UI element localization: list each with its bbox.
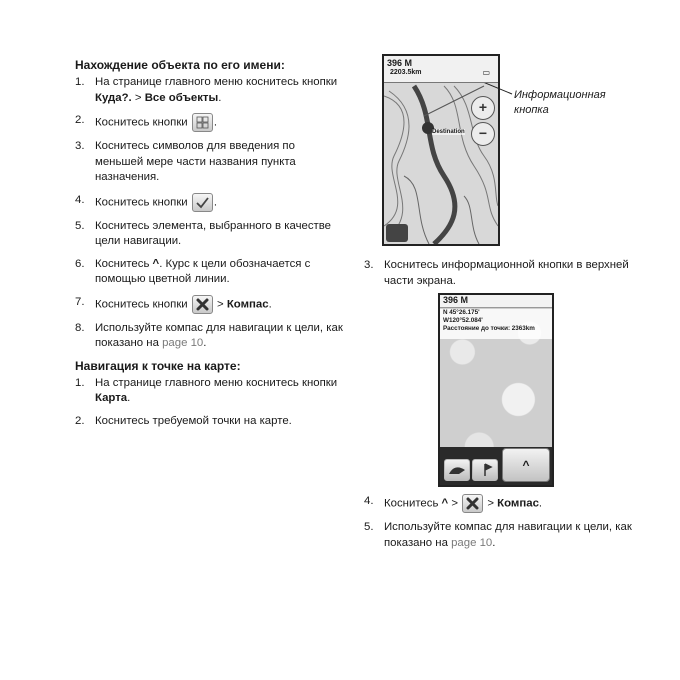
zoom-out-button[interactable]: − (471, 122, 495, 146)
battery-icon: ▭ (482, 68, 490, 77)
step-3: 3. Коснитесь информационной кнопки в верхней части экрана. (364, 259, 629, 287)
step-4: 4. Коснитесь кнопки . (75, 193, 343, 212)
tools-icon[interactable] (462, 494, 483, 513)
waypoint-label: Destination (432, 129, 465, 135)
step-1: 1. На странице главного меню коснитесь кнопки Куда?. > Все объекты. (75, 76, 338, 104)
info-topbar: 396 М (440, 295, 552, 308)
step-4-5-list (364, 494, 634, 558)
step-1: 1. На странице главного меню коснитесь кнопки Карта. (75, 376, 338, 404)
back-icon[interactable] (444, 459, 470, 481)
steps-navigate-map-point (75, 376, 343, 430)
step-6: 6. Коснитесь ^. Курс к цели обозначается с помощью цветной линии. (75, 257, 311, 285)
tools-icon[interactable] (192, 295, 213, 314)
bottom-toolbar (440, 447, 552, 485)
checkmark-icon[interactable] (192, 193, 213, 212)
step-3: 3. Коснитесь символов для введения по меньшей мере части названия пункта назначения. (75, 140, 296, 183)
map-screenshot (382, 54, 500, 246)
step-8: 8. Используйте компас для навигации к цели, как показано на page 10. (75, 321, 343, 349)
page-link[interactable]: page 10 (451, 536, 493, 549)
step-7: 7. Коснитесь кнопки > Компас. (75, 295, 343, 314)
heading-find-by-name: Нахождение объекта по его имени: (75, 58, 285, 72)
page-link[interactable]: page 10 (162, 337, 204, 349)
step-3-list (364, 258, 634, 296)
step-2: 2. Коснитесь кнопки . (75, 113, 343, 132)
zoom-in-button[interactable]: + (471, 96, 495, 120)
go-button[interactable]: ^ (502, 448, 550, 482)
callout-info-button: Информационная кнопка (514, 89, 606, 116)
tools-icon[interactable] (472, 459, 498, 481)
abc-keyboard-icon[interactable] (192, 113, 213, 132)
steps-find-by-name (75, 75, 343, 352)
info-bar[interactable]: 396 М 2203.5km ▭ (384, 56, 498, 83)
back-button[interactable] (386, 224, 408, 242)
info-screenshot (438, 293, 554, 487)
heading-navigate-map-point: Навигация к точке на карте: (75, 358, 241, 373)
step-2: 2. Коснитесь требуемой точки на карте. (75, 414, 292, 427)
step-4: 4. Коснитесь ^ > > Компас. (364, 494, 634, 513)
position-panel: N 45°26.175' W120°52.084' Расстояние до точки: 2363km (440, 309, 552, 339)
step-5: 5. Используйте компас для навигации к цели, как показано на page 10. (364, 521, 632, 549)
step-5: 5. Коснитесь элемента, выбранного в качестве цели навигации. (75, 219, 332, 247)
left-column (75, 58, 343, 436)
